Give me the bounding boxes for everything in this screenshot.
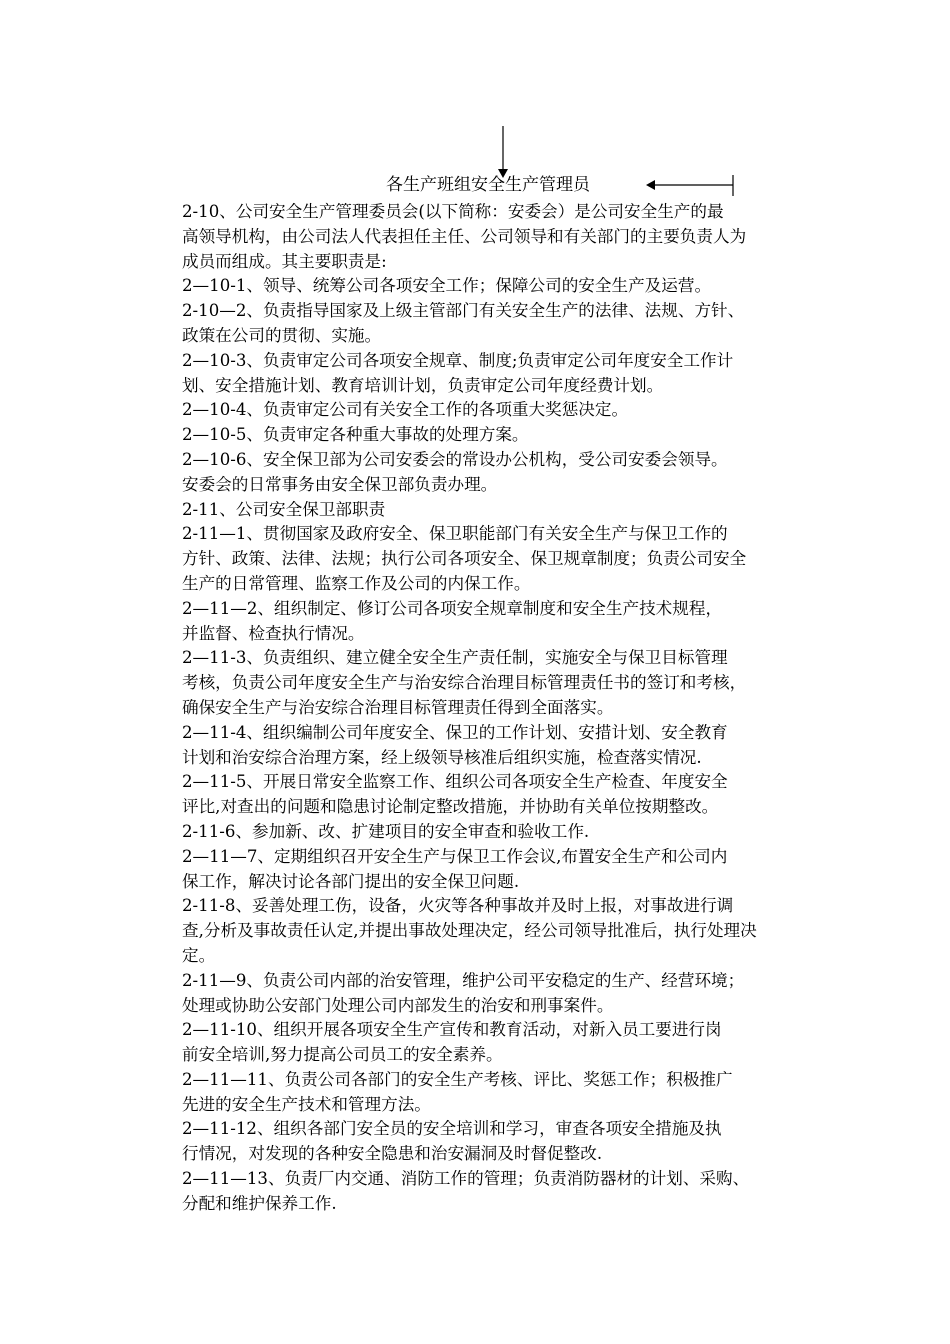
- text-line: 2—10-6、安全保卫部为公司安委会的常设办公机构，受公司安委会领导。: [182, 449, 728, 469]
- text-line: 2—10-1、领导、统筹公司各项安全工作；保障公司的安全生产及运营。: [182, 276, 712, 296]
- text-line: 划、安全措施计划、教育培训计划，负责审定公司年度经费计划。: [182, 375, 664, 395]
- paragraph: [144, 1068, 830, 1118]
- text-line: 2—11-4、组织编制公司年度安全、保卫的工作计划、安措计划、安全教育: [182, 722, 728, 742]
- text-line: 安委会的日常事务由安全保卫部负责办理。: [182, 474, 498, 494]
- paragraph: [144, 498, 830, 523]
- paragraph: [144, 448, 830, 498]
- paragraph: [144, 200, 830, 274]
- text-line: 2—11-5、开展日常安全监察工作、组织公司各项安全生产检查、年度安全: [182, 772, 728, 792]
- text-line: 2-11、公司安全保卫部职责: [182, 499, 386, 519]
- paragraph: [144, 349, 830, 399]
- text-line: 2—11—11、负责公司各部门的安全生产考核、评比、奖惩工作；积极推广: [182, 1069, 733, 1089]
- text-line: 确保安全生产与治安综合治理目标管理责任得到全面落实。: [182, 697, 614, 717]
- text-line: 高领导机构，由公司法人代表担任主任、公司领导和有关部门的主要负责人为: [182, 226, 747, 246]
- paragraph: [144, 597, 830, 647]
- text-line: 2—10-5、负责审定各种重大事故的处理方案。: [182, 425, 529, 445]
- text-line: 2—11—13、负责厂内交通、消防工作的管理；负责消防器材的计划、采购、: [182, 1169, 750, 1189]
- text-line: 2-11—1、贯彻国家及政府安全、保卫职能部门有关安全生产与保卫工作的: [182, 524, 728, 544]
- text-line: 2-10、公司安全生产管理委员会(以下简称：安委会）是公司安全生产的最: [182, 202, 724, 221]
- paragraph: [144, 274, 830, 299]
- org-box-label: 各生产班组安全生产管理员: [386, 175, 590, 195]
- text-line: 成员而组成。其主要职责是:: [182, 251, 387, 271]
- paragraph: [144, 646, 830, 720]
- text-line: 2—11-10、组织开展各项安全生产宣传和教育活动，对新入员工要进行岗: [182, 1020, 722, 1040]
- paragraph: [144, 398, 830, 423]
- paragraph: [144, 1167, 830, 1217]
- text-line: 并监督、检查执行情况。: [182, 623, 365, 643]
- text-line: 分配和维护保养工作.: [182, 1193, 337, 1213]
- text-line: 保工作，解决讨论各部门提出的安全保卫问题.: [182, 871, 520, 891]
- text-line: 2-10—2、负责指导国家及上级主管部门有关安全生产的法律、法规、方针、: [182, 301, 745, 321]
- paragraph: [144, 721, 830, 771]
- text-line: 2-11-6、参加新、改、扩建项目的安全审查和验收工作.: [182, 821, 590, 841]
- paragraph: [144, 770, 830, 820]
- paragraph: [144, 522, 830, 596]
- text-line: 方针、政策、法律、法规；执行公司各项安全、保卫规章制度；负责公司安全: [182, 549, 747, 569]
- left-arrow: [640, 174, 740, 200]
- paragraph: [144, 969, 830, 1019]
- paragraph: [144, 1018, 830, 1068]
- text-line: 2—10-3、负责审定公司各项安全规章、制度;负责审定公司年度安全工作计: [182, 350, 734, 370]
- paragraph: [144, 894, 830, 968]
- paragraph: [144, 299, 830, 349]
- text-line: 2—11-3、负责组织、建立健全安全生产责任制，实施安全与保卫目标管理: [182, 648, 728, 668]
- text-line: 前安全培训,努力提高公司员工的安全素养。: [182, 1045, 503, 1065]
- text-line: 2—10-4、负责审定公司有关安全工作的各项重大奖惩决定。: [182, 400, 629, 420]
- text-line: 查,分析及事故责任认定,并提出事故处理决定，经公司领导批准后，执行处理决: [182, 921, 757, 941]
- text-line: 2—11—7、定期组织召开安全生产与保卫工作会议,布置安全生产和公司内: [182, 846, 728, 866]
- text-line: 2—11-12、组织各部门安全员的安全培训和学习，审查各项安全措施及执: [182, 1119, 722, 1139]
- paragraph: [144, 820, 830, 845]
- text-line: 2—11—2、组织制定、修订公司各项安全规章制度和安全生产技术规程，: [182, 598, 723, 618]
- text-line: 行情况，对发现的各种安全隐患和治安漏洞及时督促整改.: [182, 1144, 603, 1164]
- text-line: 生产的日常管理、监察工作及公司的内保工作。: [182, 573, 531, 593]
- text-line: 处理或协助公安部门处理公司内部发生的治安和刑事案件。: [182, 995, 614, 1015]
- text-line: 定。: [182, 945, 216, 965]
- text-line: 先进的安全生产技术和管理方法。: [182, 1094, 431, 1114]
- text-line: 政策在公司的贯彻、实施。: [182, 325, 382, 345]
- paragraph: [144, 1117, 830, 1167]
- text-line: 考核，负责公司年度安全生产与治安综合治理目标管理责任书的签订和考核，: [182, 673, 747, 693]
- text-line: 2-11—9、负责公司内部的治安管理，维护公司平安稳定的生产、经营环境；: [182, 970, 745, 990]
- text-line: 评比,对查出的问题和隐患讨论制定整改措施，并协助有关单位按期整改。: [182, 797, 719, 817]
- text-line: 2-11-8、妥善处理工伤，设备，火灾等各种事故并及时上报，对事故进行调: [182, 896, 734, 916]
- text-line: 计划和治安综合治理方案，经上级领导核准后组织实施，检查落实情况.: [182, 747, 702, 767]
- body-text: [144, 200, 830, 1217]
- paragraph: [144, 423, 830, 448]
- paragraph: [144, 845, 830, 895]
